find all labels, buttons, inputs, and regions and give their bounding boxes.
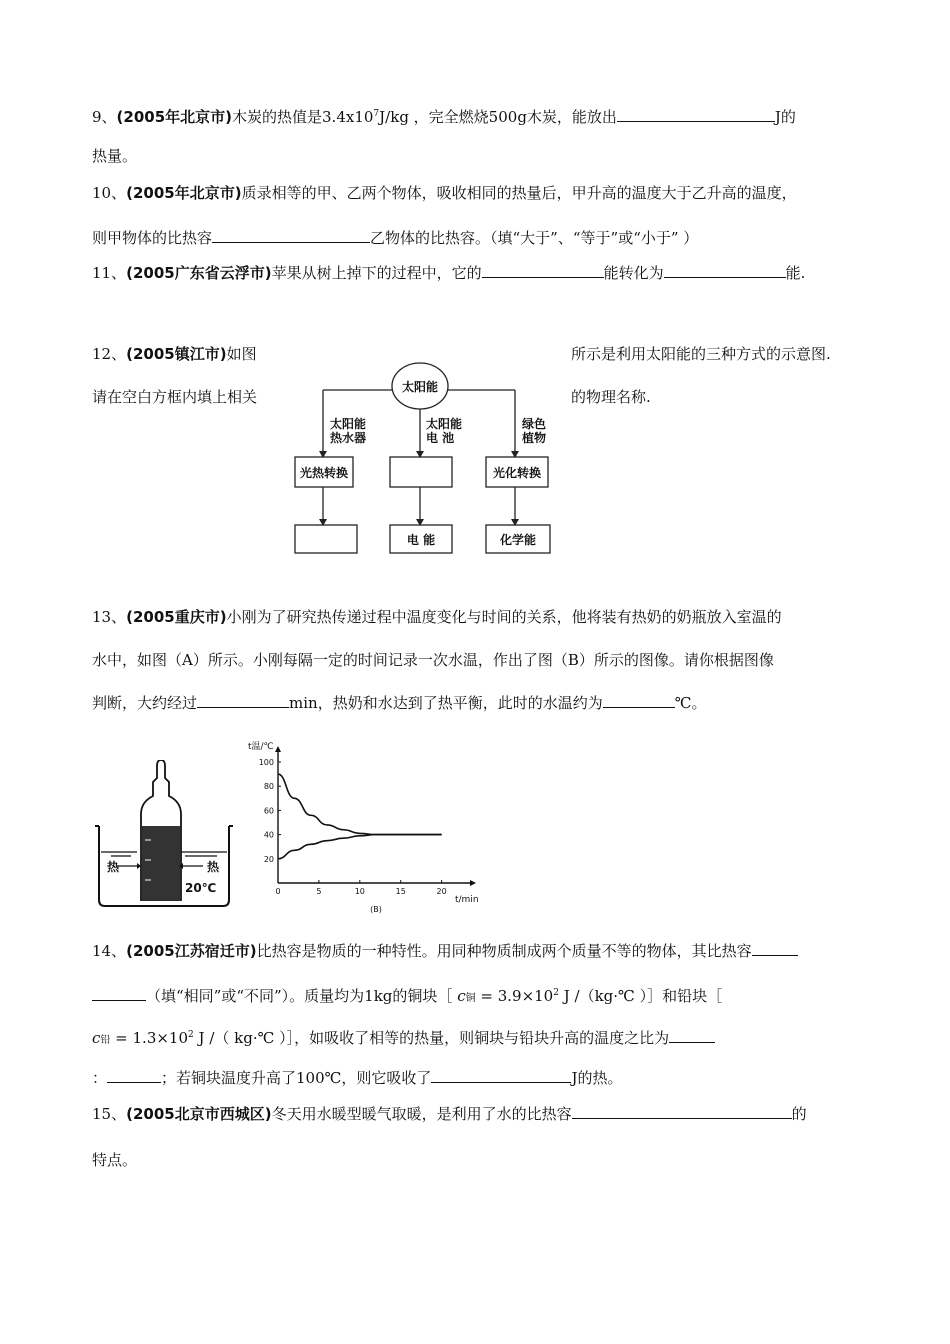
q14-text: ；若铜块温度升高了100℃，则它吸收了 bbox=[161, 1069, 432, 1087]
q12-line1-left bbox=[92, 344, 257, 364]
chart-ylabel: t温/℃ bbox=[248, 742, 274, 752]
diagram-branch-left-1: 太阳能 bbox=[330, 417, 367, 431]
q15-line2: 特点。 bbox=[92, 1151, 138, 1169]
q14-exponent: 2 bbox=[553, 988, 559, 998]
q10-answer-blank[interactable] bbox=[212, 228, 370, 243]
q13-text: 小刚为了研究热传递过程中温度变化与时间的关系，他将装有热奶的奶瓶放入室温的 bbox=[226, 608, 782, 626]
diagram-branch-right-2: 植物 bbox=[522, 431, 547, 445]
q12-source: (2005镇江市) bbox=[126, 345, 227, 363]
q10-number: 10、 bbox=[92, 184, 127, 202]
q14-text: J的热。 bbox=[571, 1069, 623, 1087]
q13-text: 判断，大约经过 bbox=[92, 694, 198, 712]
q9-text: 木炭的热值是3.4x10 bbox=[232, 108, 374, 126]
q13-answer-blank-1[interactable] bbox=[197, 693, 289, 708]
q12-line2-right: 的物理名称. bbox=[571, 388, 651, 406]
chart-y-tick-label: 20 bbox=[263, 854, 274, 864]
chart-x-tick-label: 10 bbox=[354, 887, 365, 896]
q14-text: = 1.3×10 bbox=[110, 1029, 189, 1047]
q13-number: 13、 bbox=[92, 608, 127, 626]
q9-text: J的 bbox=[774, 108, 796, 126]
figure-a-label-left: 热 bbox=[107, 860, 120, 874]
q12-number: 12、 bbox=[92, 345, 127, 363]
q9-line1 bbox=[92, 104, 796, 127]
q14-text: 比热容是物质的一种特性。用同种物质制成两个质量不等的物体，其比热容 bbox=[256, 942, 752, 960]
diagram-branch-mid-1: 太阳能 bbox=[426, 417, 463, 431]
q14-c-symbol: c bbox=[92, 1029, 101, 1047]
q14-text: J /（ kg·℃ ）］，如吸收了相等的热量，则铜块与铅块升高的温度之比为 bbox=[198, 1029, 670, 1047]
diagram-branch-left-2: 热水器 bbox=[330, 431, 367, 445]
figure-a-temp-label: 20℃ bbox=[185, 881, 217, 895]
q14-answer-blank-2b[interactable] bbox=[107, 1068, 161, 1083]
q14-number: 14、 bbox=[92, 942, 127, 960]
q14-text: （填“相同”或“不同”）。质量均为1kg的铜块［ bbox=[146, 987, 453, 1005]
chart-y-tick-label: 80 bbox=[263, 782, 274, 792]
chart-x-tick-label: 20 bbox=[436, 887, 447, 896]
q13-text: ℃。 bbox=[674, 694, 707, 712]
q14-copper-sub: 铜 bbox=[465, 993, 476, 1004]
q11-text: 能. bbox=[785, 264, 806, 282]
q15-text: 冬天用水暖型暖气取暖，是利用了水的比热容 bbox=[271, 1105, 572, 1123]
q9-text: J/kg ，完全燃烧500g木炭，能放出 bbox=[379, 108, 617, 126]
q11-text: 能转化为 bbox=[603, 264, 664, 282]
chart-y-arrow bbox=[275, 746, 281, 752]
q11-text: 苹果从树上掉下的过程中，它的 bbox=[271, 264, 482, 282]
diagram-branch-mid-2: 电 池 bbox=[426, 431, 455, 445]
q15-text: 的 bbox=[791, 1105, 807, 1123]
q10-text: 则甲物体的比热容 bbox=[92, 229, 213, 247]
chart-y-tick-label: 60 bbox=[263, 806, 274, 816]
chart-series-line-1 bbox=[278, 774, 442, 835]
q9-source: (2005年北京市) bbox=[116, 108, 233, 126]
q14-ratio-colon: ： bbox=[92, 1069, 108, 1087]
q11-answer-blank-2[interactable] bbox=[664, 263, 786, 278]
q11-number: 11、 bbox=[92, 264, 127, 282]
chart-xlabel: t/min bbox=[455, 895, 479, 905]
diagram-box-mid-bottom: 电 能 bbox=[406, 533, 436, 547]
q13-line1 bbox=[92, 607, 782, 627]
q11-source: (2005广东省云浮市) bbox=[126, 264, 272, 282]
solar-energy-diagram bbox=[285, 355, 565, 560]
q15-line1 bbox=[92, 1104, 807, 1124]
q14-lead-sub: 铅 bbox=[100, 1035, 111, 1046]
q13-line3 bbox=[92, 693, 706, 713]
q9-answer-blank[interactable] bbox=[617, 107, 775, 122]
q15-answer-blank[interactable] bbox=[572, 1104, 792, 1119]
q14-line2 bbox=[92, 983, 722, 1009]
q12-line2-left: 请在空白方框内填上相关 bbox=[92, 388, 258, 406]
q10-text: 乙物体的比热容。（填“大于”、“等于”或“小于” ） bbox=[370, 229, 699, 247]
q14-line4 bbox=[92, 1068, 622, 1088]
q10-source: (2005年北京市) bbox=[126, 184, 242, 202]
q14-answer-blank-3[interactable] bbox=[431, 1068, 571, 1083]
q14-text: = 3.9×10 bbox=[475, 987, 554, 1005]
diagram-branch-right-1: 绿色 bbox=[522, 417, 547, 431]
chart-x-tick-label: 0 bbox=[275, 887, 281, 896]
diagram-box-right: 光化转换 bbox=[492, 466, 542, 480]
q9-line2: 热量。 bbox=[92, 147, 138, 165]
diagram-box-right-bottom: 化学能 bbox=[499, 533, 537, 547]
q13-source: (2005重庆市) bbox=[126, 608, 227, 626]
q14-line1 bbox=[92, 941, 798, 961]
q13-line2: 水中，如图（A）所示。小刚每隔一定的时间记录一次水温，作出了图（B）所示的图像。请你根据图像 bbox=[92, 651, 774, 669]
chart-x-tick-label: 5 bbox=[316, 887, 322, 896]
figure-b-temperature-chart bbox=[248, 738, 488, 916]
q14-exponent: 2 bbox=[188, 1030, 194, 1040]
q14-text: J /（kg·℃ ）］和铅块［ bbox=[563, 987, 723, 1005]
chart-x-arrow bbox=[470, 880, 476, 886]
chart-series-line-2 bbox=[278, 835, 442, 859]
q9-exponent: 7 bbox=[373, 109, 380, 119]
q14-line3 bbox=[92, 1025, 715, 1051]
figure-a-bottle-in-water bbox=[95, 760, 235, 910]
diagram-box-left: 光热转换 bbox=[299, 466, 349, 480]
q14-answer-blank-1b[interactable] bbox=[92, 986, 146, 1001]
chart-y-tick-label: 100 bbox=[258, 758, 274, 767]
diagram-root-label: 太阳能 bbox=[401, 380, 439, 394]
q10-line2 bbox=[92, 228, 698, 248]
q10-line1 bbox=[92, 183, 797, 203]
q14-source: (2005江苏宿迁市) bbox=[126, 942, 257, 960]
q14-answer-blank-1a[interactable] bbox=[752, 941, 798, 956]
q12-text: 如图 bbox=[226, 345, 257, 363]
q10-text: 质录相等的甲、乙两个物体，吸收相同的热量后，甲升高的温度大于乙升高的温度， bbox=[241, 184, 797, 202]
q14-answer-blank-2a[interactable] bbox=[669, 1028, 715, 1043]
q13-text: min，热奶和水达到了热平衡，此时的水温约为 bbox=[289, 694, 603, 712]
q11-line bbox=[92, 263, 805, 283]
q14-c-symbol: c bbox=[457, 987, 466, 1005]
chart-x-tick-label: 15 bbox=[395, 887, 406, 896]
q15-number: 15、 bbox=[92, 1105, 127, 1123]
q13-answer-blank-2[interactable] bbox=[603, 693, 675, 708]
q15-source: (2005北京市西城区) bbox=[126, 1105, 272, 1123]
chart-y-tick-label: 40 bbox=[263, 830, 274, 840]
q12-line1-right: 所示是利用太阳能的三种方式的示意图. bbox=[571, 345, 831, 363]
chart-caption: (B) bbox=[370, 905, 382, 914]
q9-number: 9、 bbox=[92, 108, 117, 126]
figure-a-label-right: 热 bbox=[207, 860, 220, 874]
q11-answer-blank-1[interactable] bbox=[482, 263, 604, 278]
